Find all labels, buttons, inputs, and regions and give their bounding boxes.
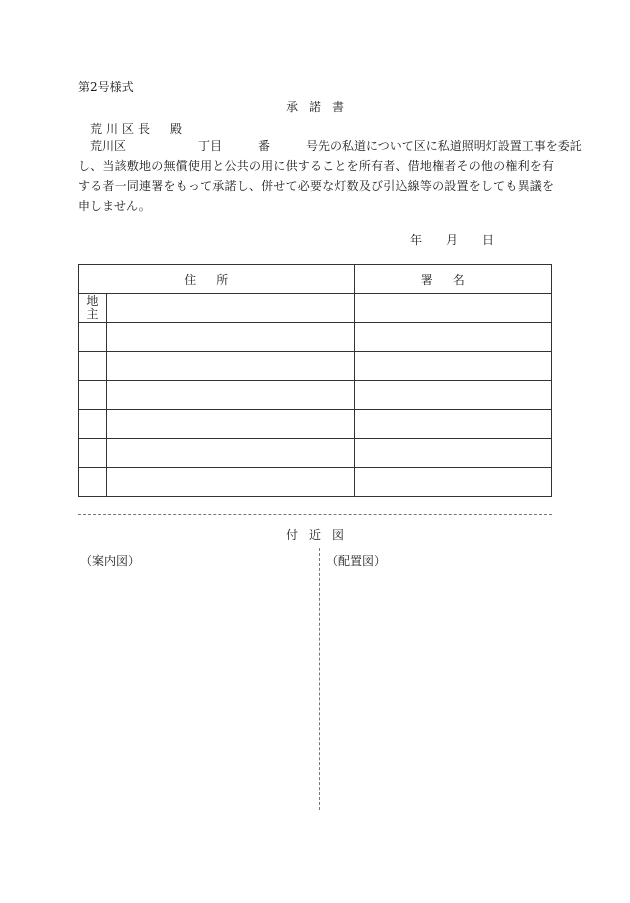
address-column-header: 住所 bbox=[79, 265, 355, 294]
signature-cell[interactable] bbox=[354, 294, 551, 323]
row-label-cell bbox=[79, 352, 107, 381]
address-cell[interactable] bbox=[107, 381, 355, 410]
vicinity-map-title: 付近図 bbox=[285, 528, 355, 542]
signature-cell[interactable] bbox=[354, 468, 551, 497]
consent-statement-continuation: し、当該敷地の無償使用と公共の用に供することを所有者、借地権者その他の権利を有する者一同連署をもって承諾し、併せて必要な灯数及び引込線等の設置をしても異議を申しません。 bbox=[78, 159, 554, 213]
address-cell[interactable] bbox=[107, 468, 355, 497]
consent-statement bbox=[78, 136, 582, 216]
section-divider bbox=[78, 514, 552, 515]
map-column-divider bbox=[319, 548, 320, 810]
address-cell[interactable] bbox=[107, 410, 355, 439]
consent-signature-table bbox=[78, 264, 552, 497]
address-cell[interactable] bbox=[107, 439, 355, 468]
address-cell[interactable] bbox=[107, 323, 355, 352]
signature-cell[interactable] bbox=[354, 439, 551, 468]
signature-cell[interactable] bbox=[354, 381, 551, 410]
row-label-cell bbox=[79, 468, 107, 497]
document-title: 承諾書 bbox=[285, 100, 355, 114]
form-number: 第2号様式 bbox=[78, 80, 134, 94]
table-row bbox=[79, 439, 552, 468]
consent-statement-line-1: 荒川区 丁目 番 号先の私道について区に私道照明灯設置工事を委託 bbox=[90, 139, 582, 153]
row-label-cell bbox=[79, 323, 107, 352]
signature-cell[interactable] bbox=[354, 323, 551, 352]
date-line: 年 月 日 bbox=[410, 233, 495, 247]
row-label-cell bbox=[79, 439, 107, 468]
landowner-label-char-2: 主 bbox=[86, 307, 99, 321]
signature-cell[interactable] bbox=[354, 410, 551, 439]
guide-map-label: （案内図） bbox=[80, 554, 141, 568]
signature-column-header: 署名 bbox=[354, 265, 551, 294]
table-row bbox=[79, 323, 552, 352]
layout-map-label: （配置図） bbox=[326, 554, 387, 568]
table-header-row bbox=[79, 265, 552, 294]
table-row bbox=[79, 381, 552, 410]
table-row bbox=[79, 468, 552, 497]
table-row bbox=[79, 410, 552, 439]
row-label-cell bbox=[79, 410, 107, 439]
addressee: 荒川区長 殿 bbox=[90, 122, 187, 136]
address-cell[interactable] bbox=[107, 352, 355, 381]
address-cell[interactable] bbox=[107, 294, 355, 323]
table-row bbox=[79, 352, 552, 381]
row-label-cell bbox=[79, 381, 107, 410]
landowner-label-char-1: 地 bbox=[86, 294, 99, 308]
landowner-label-cell bbox=[79, 294, 107, 323]
table-row-landowner bbox=[79, 294, 552, 323]
signature-cell[interactable] bbox=[354, 352, 551, 381]
